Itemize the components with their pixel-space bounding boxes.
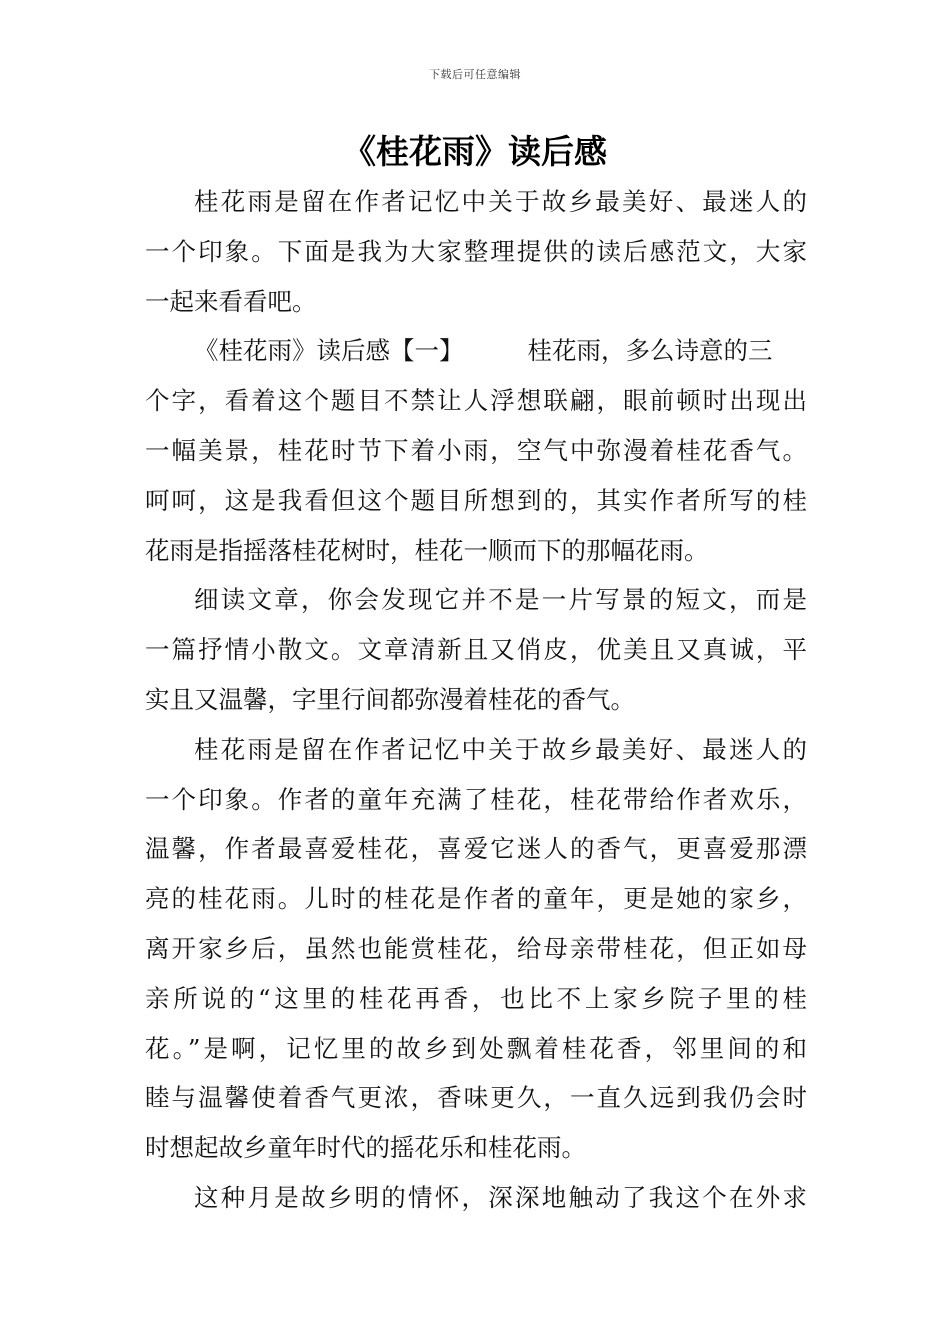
text-line: 亮的桂花雨。儿时的桂花是作者的童年，更是她的家乡， bbox=[145, 884, 807, 914]
text-line bbox=[145, 326, 807, 376]
text-line: 一篇抒情小散文。文章清新且又俏皮，优美且又真诚，平 bbox=[145, 635, 807, 665]
text-line: 个字，看着这个题目不禁让人浮想联翩，眼前顿时出现出 bbox=[145, 386, 807, 416]
text-line: 时想起故乡童年时代的摇花乐和桂花雨。 bbox=[145, 1133, 586, 1163]
paragraph bbox=[145, 1173, 807, 1223]
section-heading: 《桂花雨》读后感【一】 bbox=[194, 336, 464, 366]
text-line: 亲所说的“这里的桂花再香，也比不上家乡院子里的桂 bbox=[145, 983, 807, 1013]
text-line: 桂花雨是留在作者记忆中关于故乡最美好、最迷人的 bbox=[194, 187, 807, 216]
text-line: 温馨，作者最喜爱桂花，喜爱它迷人的香气，更喜爱那漂 bbox=[145, 834, 807, 864]
text-line: 实且又温馨，字里行间都弥漫着桂花的香气。 bbox=[145, 684, 635, 714]
text-line: 这种月是故乡明的情怀，深深地触动了我这个在外求 bbox=[194, 1182, 807, 1212]
text-line-fragment: 桂花雨，多么诗意的三 bbox=[527, 336, 773, 366]
text-line: 离开家乡后，虽然也能赏桂花，给母亲带桂花，但正如母 bbox=[145, 933, 807, 963]
text-line: 呵呵，这是我看但这个题目所想到的，其实作者所写的桂 bbox=[145, 485, 807, 515]
paragraph bbox=[145, 575, 807, 724]
text-line: 一起来看看吧。 bbox=[145, 286, 317, 316]
text-line: 一个印象。作者的童年充满了桂花，桂花带给作者欢乐， bbox=[145, 784, 807, 814]
paragraph bbox=[145, 326, 807, 575]
paragraph bbox=[145, 725, 807, 1173]
document-title: 《桂花雨》读后感 bbox=[343, 132, 607, 171]
text-line: 花雨是指摇落桂花树时，桂花一顺而下的那幅花雨。 bbox=[145, 535, 709, 565]
header-note: 下载后可任意编辑 bbox=[429, 68, 521, 81]
document-body bbox=[145, 177, 807, 1223]
text-line: 花。”是啊，记忆里的故乡到处飘着桂花香，邻里间的和 bbox=[145, 1033, 807, 1063]
paragraph bbox=[145, 177, 807, 326]
text-line: 一幅美景，桂花时节下着小雨，空气中弥漫着桂花香气。 bbox=[145, 435, 807, 465]
text-line: 睦与温馨使着香气更浓，香味更久，一直久远到我仍会时 bbox=[145, 1083, 807, 1113]
text-line: 一个印象。下面是我为大家整理提供的读后感范文，大家 bbox=[145, 236, 807, 266]
text-line: 细读文章，你会发现它并不是一片写景的短文，而是 bbox=[194, 585, 807, 615]
text-line: 桂花雨是留在作者记忆中关于故乡最美好、最迷人的 bbox=[194, 734, 807, 764]
